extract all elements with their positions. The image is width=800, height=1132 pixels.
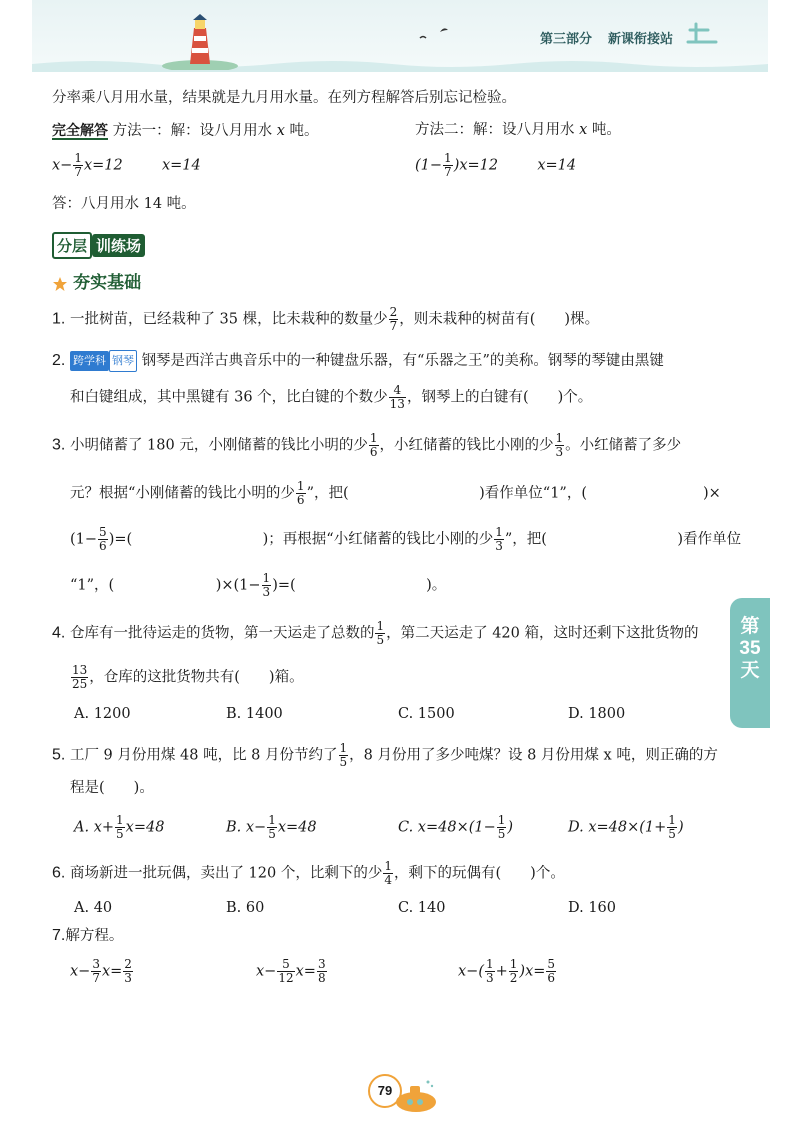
q5-l1-a: 工厂 9 月份用煤 48 吨，比 8 月份节约了 (69, 747, 338, 764)
subheading (52, 268, 141, 293)
q4-f1-n: 1 (376, 619, 385, 633)
q7-e3-f1d: 3 (485, 971, 494, 985)
q3-f3-n: 1 (296, 479, 305, 493)
q7-e2-rn: 3 (317, 957, 326, 971)
q3-f4-n: 5 (99, 525, 107, 539)
question-6 (52, 860, 565, 887)
equation-2 (415, 152, 576, 179)
method2-tail: 吨。 (591, 122, 621, 138)
eq2-result: x=14 (537, 157, 577, 174)
q3-f5-n: 1 (495, 525, 503, 539)
q7-e1-rn: 2 (124, 957, 132, 971)
q4-frac2 (71, 664, 88, 691)
q6-option-d[interactable]: D. 160 (568, 900, 617, 916)
eq1-left: x− (52, 157, 73, 174)
q6-f-d: 4 (384, 873, 392, 887)
question-1 (52, 306, 599, 333)
side-tab-text1: 第 (740, 616, 760, 637)
q7-e2-b: x= (295, 963, 316, 980)
q3-f3-d: 6 (296, 493, 305, 507)
q2-tag-interdisciplinary: 跨学科 (70, 351, 109, 371)
eq1-right: x=12 (83, 157, 123, 174)
q6-l1-a: 商场新进一批玩偶，卖出了 120 个，比剩下的少 (69, 865, 383, 882)
q7-e3-f1n: 1 (485, 957, 494, 971)
eq2-frac-n: 1 (444, 151, 452, 165)
q5-opt-c-d: 5 (497, 827, 506, 841)
header-decoration-icon (686, 22, 720, 48)
q7-e2-result (317, 958, 327, 985)
submarine-icon (392, 1078, 440, 1114)
q1-number: 1. (52, 310, 66, 328)
eq1-result: x=14 (161, 157, 201, 174)
q7-e3-result (546, 958, 556, 985)
q5-opt-d-left: D. x=48×(1+ (568, 819, 667, 836)
q7-title: 解方程。 (65, 928, 124, 944)
q7-e1-b: x= (101, 963, 123, 980)
question-3-line2 (70, 480, 721, 507)
q3-f6-n: 1 (262, 571, 271, 585)
solution-method2 (415, 120, 621, 140)
q7-e1-a: x− (70, 963, 91, 980)
q2-number: 2. (52, 352, 66, 369)
bird-icon (418, 24, 458, 42)
q3-l3-c: ”，把( )看作单位 (504, 531, 742, 548)
q3-f1-n: 1 (369, 431, 378, 445)
solution-title: 完全解答 (52, 122, 108, 138)
q2-frac-n: 4 (389, 384, 406, 398)
q7-e3-frac2 (509, 958, 519, 985)
q5-opt-a-left: A. x+ (74, 819, 115, 836)
q4-option-a[interactable]: A. 1200 (74, 706, 131, 722)
q5-option-d[interactable] (568, 814, 684, 841)
eq2-right: )x=12 (453, 157, 499, 174)
q2-line2-a: 和白键组成，其中黑键有 36 个，比白键的个数少 (70, 389, 388, 406)
q5-opt-d-right: ) (677, 819, 684, 836)
question-3-line4 (70, 572, 446, 599)
q2-line1: 钢琴是西洋古典音乐中的一种键盘乐器，有“乐器之王”的美称。钢琴的琴键由黑键 (141, 353, 664, 369)
q5-option-b[interactable] (226, 814, 317, 841)
q7-e3-f2n: 1 (509, 957, 518, 971)
q3-f4-d: 6 (99, 539, 107, 553)
method1-label: 方法一：解：设八月用水 (112, 123, 273, 139)
section-tag-part2: 训练场 (92, 234, 145, 257)
q5-opt-b-n: 1 (268, 813, 276, 827)
section-tag (52, 232, 145, 259)
eq1-frac-d: 7 (74, 165, 82, 179)
q7-e1-fn: 3 (92, 957, 100, 971)
q4-number: 4. (52, 624, 66, 642)
q3-l3-b: )=( )；再根据“小红储蓄的钱比小刚的少 (108, 531, 494, 548)
q7-e3-rd: 6 (547, 971, 556, 985)
q5-opt-b-left: B. x− (226, 819, 267, 836)
q3-l2-a: 元？根据“小刚储蓄的钱比小明的少 (70, 485, 295, 502)
q2-line2-b: ，钢琴上的白键有( )个。 (406, 389, 593, 406)
q3-frac4 (98, 526, 108, 553)
solution-answer: 答：八月用水 14 吨。 (52, 196, 196, 212)
q4-f2-n: 13 (72, 663, 88, 677)
solution-line-methods (52, 120, 319, 141)
star-icon (52, 276, 68, 292)
header-part: 第三部分 (540, 31, 593, 46)
q5-opt-d-frac (667, 814, 677, 841)
q1-text-b: ，则未栽种的树苗有( )棵。 (399, 311, 600, 328)
q3-frac5 (494, 526, 504, 553)
q4-l1-a: 仓库有一批待运走的货物，第一天运走了总数的 (69, 625, 375, 642)
q5-option-a[interactable] (74, 814, 164, 841)
question-2-line1 (52, 350, 664, 372)
q7-number: 7. (52, 927, 66, 944)
q5-opt-b-right: x=48 (277, 819, 317, 836)
q7-equation-3 (458, 958, 557, 985)
q5-opt-c-left: C. x=48×(1− (398, 819, 496, 836)
q6-l1-b: ，剩下的玩偶有( )个。 (394, 865, 565, 882)
q5-opt-d-d: 5 (668, 827, 676, 841)
q7-e3-frac1 (485, 958, 495, 985)
question-7-title (52, 926, 123, 946)
q3-l4-b: )=( )。 (272, 577, 447, 594)
q7-e3-a: x−( (458, 963, 484, 980)
q5-opt-c-n: 1 (497, 813, 506, 827)
q5-number: 5. (52, 746, 66, 764)
q1-fraction (389, 306, 399, 333)
q7-e2-a: x− (256, 963, 277, 980)
q3-frac6 (262, 572, 272, 599)
q3-f2-n: 1 (555, 431, 564, 445)
side-tab-text2: 35 (739, 638, 761, 659)
q3-l4-a: “1”，( )×(1− (70, 577, 261, 594)
q5-opt-a-right: x=48 (125, 819, 165, 836)
method1-var: x (276, 123, 285, 139)
q7-e2-rd: 8 (317, 971, 326, 985)
q3-l1-a: 小明储蓄了 180 元，小刚储蓄的钱比小明的少 (69, 437, 368, 454)
q3-f6-d: 3 (262, 585, 271, 599)
q6-fraction (383, 860, 393, 887)
q4-f1-d: 5 (376, 633, 385, 647)
page-number: 79 (368, 1074, 402, 1108)
q7-equation-2 (256, 958, 328, 985)
q1-text-a: 一批树苗，已经栽种了 35 棵，比未栽种的数量少 (69, 311, 388, 328)
q5-f-n: 1 (339, 741, 348, 755)
equation-1 (52, 152, 201, 179)
q5-opt-b-frac (267, 814, 277, 841)
eq2-frac-d: 7 (444, 165, 452, 179)
q7-e2-fd: 12 (278, 971, 294, 985)
q5-option-c[interactable] (398, 814, 513, 841)
q6-number: 6. (52, 864, 66, 882)
q4-l2: ，仓库的这批货物共有( )箱。 (89, 669, 304, 686)
q3-frac2 (555, 432, 565, 459)
q6-f-n: 1 (384, 859, 392, 873)
q5-fraction (339, 742, 349, 769)
question-3-line3 (70, 526, 741, 553)
q6-option-a[interactable]: A. 40 (74, 900, 113, 916)
q4-option-c[interactable]: C. 1500 (398, 706, 455, 722)
q7-e3-rn: 5 (547, 957, 556, 971)
subheading-text: 夯实基础 (73, 273, 142, 292)
q2-frac-d: 13 (389, 397, 405, 411)
q5-opt-c-frac (497, 814, 507, 841)
q3-l1-b: ，小红储蓄的钱比小刚的少 (379, 437, 554, 454)
q7-e3-plus: + (495, 963, 508, 980)
method1-tail: 吨。 (289, 123, 319, 139)
q4-frac1 (375, 620, 385, 647)
q5-opt-a-d: 5 (116, 827, 124, 841)
q7-e2-fn: 5 (277, 958, 294, 972)
q2-tag-piano: 钢琴 (109, 350, 137, 372)
eq1-fraction (73, 152, 83, 179)
q1-frac-n: 2 (389, 305, 398, 319)
q3-frac1 (369, 432, 379, 459)
q3-f1-d: 6 (369, 445, 378, 459)
q3-f5-d: 3 (495, 539, 503, 553)
section-tag-part1: 分层 (52, 232, 92, 259)
q3-l3-a: (1− (70, 531, 98, 548)
q7-equation-1 (70, 958, 134, 985)
lighthouse-icon (160, 14, 240, 70)
q4-option-d[interactable]: D. 1800 (568, 706, 626, 722)
q3-frac3 (296, 480, 306, 507)
q3-l2-b: ”，把( )看作单位“1”，( )× (306, 485, 721, 502)
q7-e1-rd: 3 (124, 971, 132, 985)
question-5-line2: 程是( )。 (70, 780, 154, 796)
q5-opt-a-frac (115, 814, 125, 841)
eq2-fraction (443, 152, 453, 179)
q2-fraction (389, 384, 406, 411)
q5-f-d: 5 (339, 755, 348, 769)
q5-opt-c-right: ) (507, 819, 514, 836)
q1-frac-d: 7 (389, 319, 398, 333)
q4-option-b[interactable]: B. 1400 (226, 706, 283, 722)
q7-e1-frac (91, 958, 101, 985)
q4-f2-d: 25 (72, 677, 88, 691)
question-3-line1 (52, 432, 681, 459)
q3-f2-d: 3 (555, 445, 564, 459)
eq1-frac-n: 1 (74, 151, 82, 165)
side-tab-text3: 天 (740, 660, 760, 681)
q6-option-b[interactable]: B. 60 (226, 900, 265, 916)
question-4-line1 (52, 620, 699, 647)
q7-e1-result (123, 958, 133, 985)
question-5-line1 (52, 742, 718, 769)
header-section: 新课衔接站 (608, 31, 674, 46)
question-4-line2 (70, 664, 304, 691)
q5-opt-a-n: 1 (116, 813, 124, 827)
q5-opt-b-d: 5 (268, 827, 276, 841)
question-2-line2 (70, 384, 592, 411)
q5-l1-b: ，8 月份用了多少吨煤？设 8 月份用煤 x 吨，则正确的方 (349, 747, 718, 764)
day-side-tab (730, 598, 770, 728)
q7-e2-frac (277, 958, 294, 985)
q6-option-c[interactable]: C. 140 (398, 900, 446, 916)
method2-label: 方法二：解：设八月用水 (415, 122, 575, 138)
q4-l1-b: ，第二天运走了 420 箱，这时还剩下这批货物的 (386, 625, 699, 642)
q7-e3-b: )x= (519, 963, 546, 980)
q7-e3-f2d: 2 (509, 971, 518, 985)
q5-opt-d-n: 1 (668, 813, 676, 827)
q3-l1-c: 。小红储蓄了多少 (565, 437, 682, 454)
header-wave (32, 58, 768, 72)
intro-text: 分率乘八月用水量，结果就是九月用水量。在列方程解答后别忘记检验。 (52, 90, 516, 106)
eq2-open: (1− (415, 157, 443, 174)
q3-number: 3. (52, 436, 66, 454)
q7-e1-fd: 7 (92, 971, 100, 985)
method2-var: x (579, 122, 588, 138)
